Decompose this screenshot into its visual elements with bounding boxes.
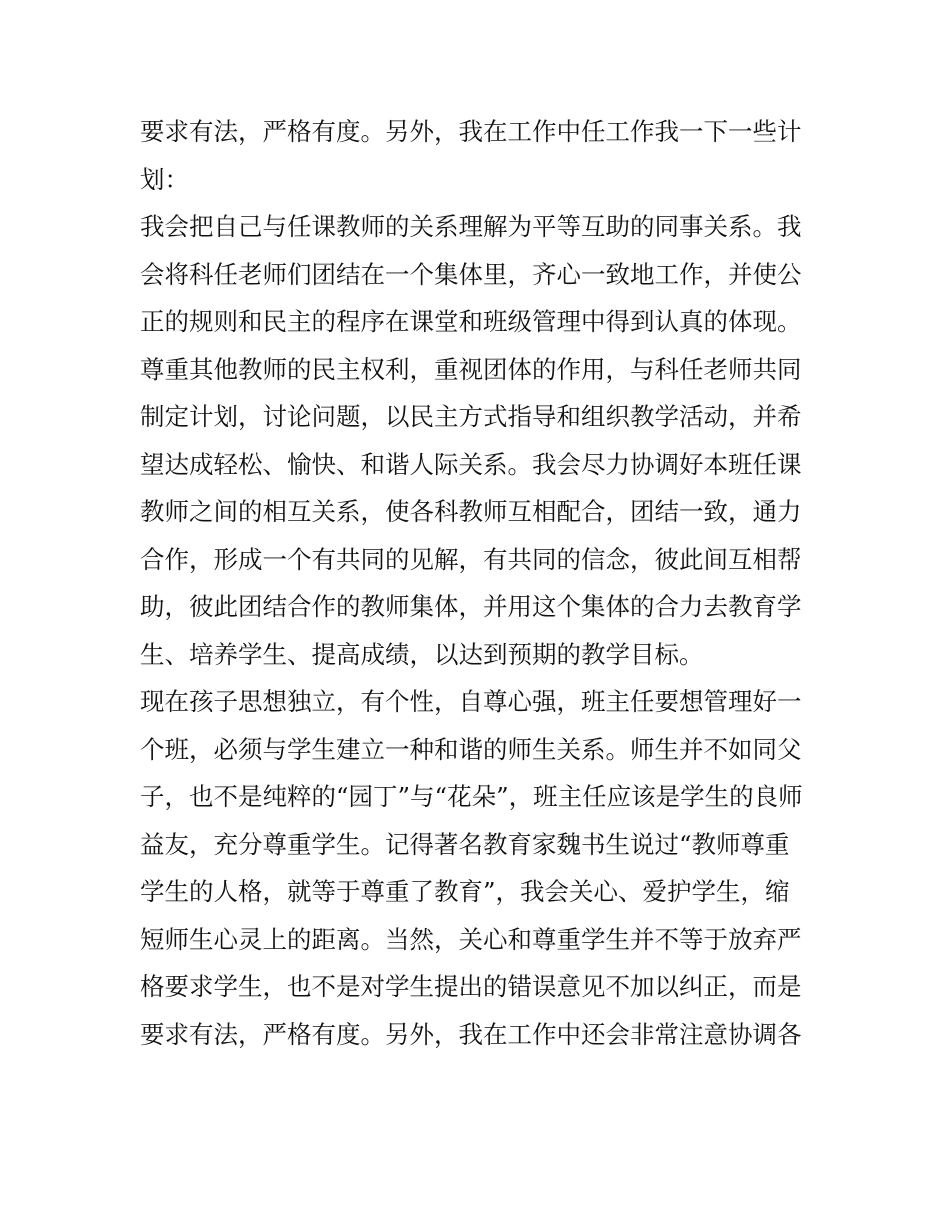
text-line: 正的规则和民主的程序在课堂和班级管理中得到认真的体现。 — [140, 307, 802, 336]
text-line: 子，也不是纯粹的“园丁”与“花朵”，班主任应该是学生的良师 — [140, 782, 803, 811]
text-line: 制定计划，讨论问题，以民主方式指导和组织教学活动，并希 — [140, 402, 802, 431]
text-line: 划： — [140, 164, 189, 194]
text-line: 望达成轻松、愉快、和谐人际关系。我会尽力协调好本班任课 — [140, 449, 802, 479]
text-line: 合作，形成一个有共同的见解，有共同的信念，彼此间互相帮 — [140, 544, 802, 574]
text-line: 教师之间的相互关系，使各科教师互相配合，团结一致，通力 — [140, 497, 802, 526]
text-line: 格要求学生，也不是对学生提出的错误意见不加以纠正，而是 — [140, 972, 802, 1001]
text-line: 短师生心灵上的距离。当然，关心和尊重学生并不等于放弃严 — [140, 924, 802, 954]
text-line: 生、培养学生、提高成绩，以达到预期的教学目标。 — [140, 639, 704, 669]
text-line: 助，彼此团结合作的教师集体，并用这个集体的合力去教育学 — [140, 592, 802, 621]
text-line: 益友，充分尊重学生。记得著名教育家魏书生说过“教师尊重 — [140, 829, 790, 859]
text-line: 个班，必须与学生建立一种和谐的师生关系。师生并不如同父 — [140, 734, 802, 764]
text-line: 学生的人格，就等于尊重了教育”，我会关心、爱护学生，缩 — [140, 877, 790, 906]
text-line: 要求有法，严格有度。另外，我在工作中还会非常注意协调各 — [140, 1019, 802, 1049]
text-line: 会将科任老师们团结在一个集体里，齐心一致地工作，并使公 — [140, 259, 802, 289]
body-text — [140, 108, 830, 1058]
text-line: 要求有法，严格有度。另外，我在工作中任工作我一下一些计 — [140, 117, 802, 146]
text-line: 我会把自己与任课教师的关系理解为平等互助的同事关系。我 — [140, 212, 802, 241]
text-line: 现在孩子思想独立，有个性，自尊心强，班主任要想管理好一 — [140, 687, 802, 716]
text-line: 尊重其他教师的民主权利，重视团体的作用，与科任老师共同 — [140, 354, 802, 384]
